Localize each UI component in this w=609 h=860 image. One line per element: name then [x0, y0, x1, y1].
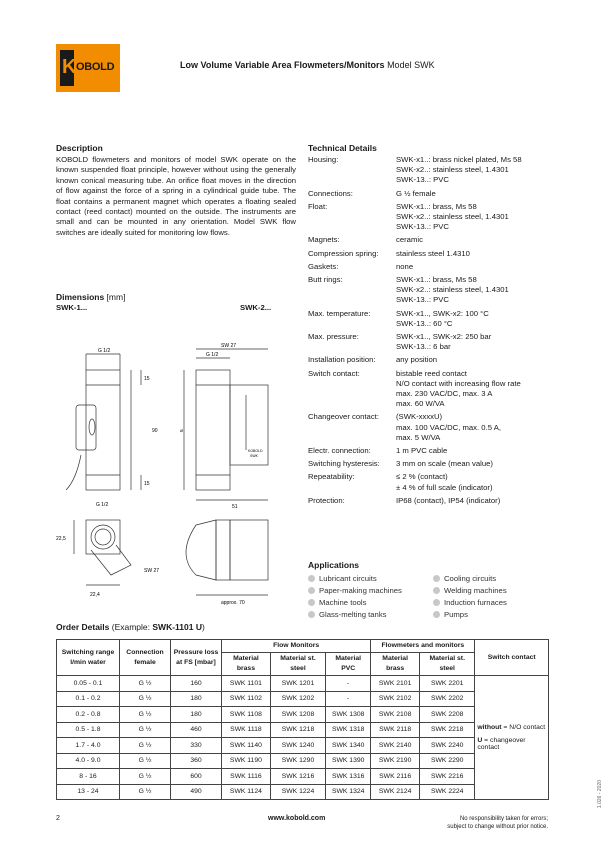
cell-pressure: 460	[171, 722, 222, 738]
tech-value: SWK-x1.., SWK-x2: 250 bar	[396, 332, 492, 342]
tech-value: IP68 (contact), IP54 (indicator)	[396, 495, 501, 505]
dimensions-heading	[56, 292, 125, 302]
col-steel2: Material st. steel	[420, 653, 475, 676]
cell-steel2: SWK 2216	[420, 769, 475, 785]
tech-row	[308, 202, 568, 233]
tech-values	[396, 369, 521, 410]
cell-steel: SWK 1224	[270, 784, 325, 800]
tech-value: none	[396, 261, 414, 271]
tech-value: SWK-13..: PVC	[396, 175, 449, 185]
tech-row	[308, 235, 568, 245]
tech-row	[308, 446, 568, 456]
cell-steel2: SWK 2218	[420, 722, 475, 738]
cell-range: 4.0 - 9.0	[57, 753, 120, 769]
application-label: Paper-making machines	[319, 586, 402, 595]
cell-steel: SWK 1216	[270, 769, 325, 785]
tech-value: max. 100 VAC/DC, max. 0.5 A,	[396, 422, 501, 432]
footer-disclaimer	[430, 815, 548, 831]
cell-steel: SWK 1208	[270, 707, 325, 723]
application-label: Lubricant circuits	[319, 574, 377, 583]
dim-g12-top: G 1/2	[98, 348, 111, 354]
tech-label: Housing:	[308, 155, 339, 164]
cell-pvc: SWK 1318	[326, 722, 371, 738]
cell-brass: SWK 1102	[222, 691, 271, 707]
cell-brass: SWK 1118	[222, 722, 271, 738]
tech-values	[396, 155, 522, 186]
title-model: Model SWK	[384, 60, 435, 70]
switch-without: without	[477, 724, 502, 731]
tech-value: SWK-x1..: brass, Ms 58	[396, 201, 477, 211]
tech-values	[396, 332, 491, 352]
applications	[308, 560, 568, 619]
dimensions-title: Dimensions	[56, 292, 105, 302]
col-brass2: Material brass	[371, 653, 420, 676]
tech-value: SWK-13..: PVC	[396, 295, 449, 305]
page-title	[180, 60, 560, 70]
col-connection: Connection female	[120, 640, 171, 676]
tech-value: bistable reed contact	[396, 368, 467, 378]
cell-brass2: SWK 2124	[371, 784, 420, 800]
application-label: Glass-melting tanks	[319, 610, 387, 619]
tech-values	[396, 446, 447, 456]
cell-pvc: SWK 1340	[326, 738, 371, 754]
application-label: Induction furnaces	[444, 598, 507, 607]
cell-brass: SWK 1190	[222, 753, 271, 769]
tech-row	[308, 189, 568, 199]
col-switch-contact: Switch contact	[475, 640, 549, 676]
cell-conn: G ½	[120, 753, 171, 769]
tech-values	[396, 309, 489, 329]
bullet-icon	[433, 599, 440, 606]
order-example-prefix: (Example:	[109, 622, 153, 632]
dim-15-top: 15	[144, 376, 150, 382]
tech-value: 1 m PVC cable	[396, 446, 448, 456]
table-row	[57, 707, 549, 723]
tech-row	[308, 155, 568, 186]
tech-value: any position	[396, 355, 438, 365]
tech-label: Magnets:	[308, 235, 340, 245]
application-item	[308, 610, 433, 619]
cell-conn: G ½	[120, 707, 171, 723]
col-range: Switching range l/min water	[57, 640, 120, 676]
tech-row	[308, 332, 568, 352]
cell-brass: SWK 1101	[222, 676, 271, 692]
tech-details	[308, 155, 568, 509]
cell-steel: SWK 1290	[270, 753, 325, 769]
cell-pressure: 160	[171, 676, 222, 692]
application-item	[433, 610, 558, 619]
dim-51: 51	[232, 504, 238, 510]
logo-k-mark	[60, 50, 74, 86]
tech-value: ≤ 2 % (contact)	[396, 472, 448, 482]
table-row	[57, 769, 549, 785]
cell-range: 1.7 - 4.0	[57, 738, 120, 754]
tech-value: SWK-x1.., SWK-x2: 100 °C	[396, 308, 489, 318]
bullet-icon	[433, 575, 440, 582]
order-table	[56, 639, 549, 800]
bullet-icon	[433, 587, 440, 594]
cell-brass: SWK 1116	[222, 769, 271, 785]
cell-pvc: SWK 1308	[326, 707, 371, 723]
tech-value: 3 mm on scale (mean value)	[396, 459, 493, 469]
tech-label: Switch contact:	[308, 368, 360, 378]
application-item	[433, 598, 558, 607]
dim-label-swk1: SWK-1...	[56, 303, 88, 312]
tech-values	[396, 496, 500, 506]
table-row	[57, 691, 549, 707]
table-row	[57, 738, 549, 754]
cell-conn: G ½	[120, 676, 171, 692]
bullet-icon	[433, 611, 440, 618]
tech-label: Connections:	[308, 188, 353, 198]
tech-label: Changeover contact:	[308, 412, 379, 422]
table-row	[57, 784, 549, 800]
cell-pvc: SWK 1390	[326, 753, 371, 769]
tech-values	[396, 355, 437, 365]
tech-value: (SWK-xxxxU)	[396, 412, 443, 422]
cell-brass2: SWK 2102	[371, 691, 420, 707]
order-title: Order Details	[56, 622, 110, 632]
tech-value: ± 4 % of full scale (indicator)	[396, 482, 493, 492]
application-item	[308, 574, 433, 583]
cell-range: 0.05 - 0.1	[57, 676, 120, 692]
cell-pvc: -	[326, 676, 371, 692]
dimensions-unit: [mm]	[104, 292, 126, 302]
tech-label: Switching hysteresis:	[308, 459, 380, 469]
tech-values	[396, 459, 493, 469]
cell-brass2: SWK 2101	[371, 676, 420, 692]
col-pressure: Pressure loss at FS [mbar]	[171, 640, 222, 676]
cell-steel2: SWK 2240	[420, 738, 475, 754]
cell-steel: SWK 1201	[270, 676, 325, 692]
cell-pressure: 180	[171, 691, 222, 707]
tech-row	[308, 355, 568, 365]
tech-value: SWK-x1..: brass, Ms 58	[396, 275, 477, 285]
col-flowmeters: Flowmeters and monitors	[371, 640, 475, 653]
dim-22-5: 22,5	[56, 536, 66, 542]
order-heading	[56, 622, 205, 632]
tech-row	[308, 472, 568, 492]
scale-swk-label: SWK	[250, 454, 258, 458]
application-item	[433, 574, 558, 583]
tech-row	[308, 249, 568, 259]
table-row	[57, 753, 549, 769]
tech-value: SWK-x1..: brass nickel plated, Ms 58	[396, 155, 522, 164]
tech-value: N/O contact with increasing flow rate	[396, 378, 521, 388]
switch-contact-cell	[475, 676, 549, 800]
tech-label: Gaskets:	[308, 261, 339, 271]
application-item	[308, 598, 433, 607]
tech-label: Float:	[308, 201, 328, 211]
tech-label: Repeatability:	[308, 472, 355, 482]
tech-label: Electr. connection:	[308, 446, 371, 456]
tech-row	[308, 262, 568, 272]
application-label: Machine tools	[319, 598, 367, 607]
dim-label-swk2: SWK-2...	[240, 303, 272, 312]
cell-conn: G ½	[120, 722, 171, 738]
dim-sw27-left: SW 27	[144, 568, 160, 574]
table-row	[57, 676, 549, 692]
application-label: Cooling circuits	[444, 574, 497, 583]
col-brass: Material brass	[222, 653, 271, 676]
dimension-drawings	[56, 340, 286, 615]
bullet-icon	[308, 575, 315, 582]
kobold-logo	[56, 44, 120, 92]
cell-pvc: SWK 1316	[326, 769, 371, 785]
dim-g12-bottom: G 1/2	[96, 502, 109, 508]
cell-steel2: SWK 2201	[420, 676, 475, 692]
tech-values	[396, 235, 423, 245]
cell-range: 0.5 - 1.8	[57, 722, 120, 738]
tech-value: G ½ female	[396, 188, 436, 198]
col-steel: Material st. steel	[270, 653, 325, 676]
tech-row	[308, 412, 568, 443]
cell-conn: G ½	[120, 784, 171, 800]
cell-steel: SWK 1202	[270, 691, 325, 707]
tech-row	[308, 275, 568, 306]
cell-steel: SWK 1240	[270, 738, 325, 754]
dim-g12-right: G 1/2	[206, 352, 219, 358]
cell-range: 8 - 16	[57, 769, 120, 785]
cell-steel2: SWK 2202	[420, 691, 475, 707]
switch-changeover: changeover contact	[477, 737, 526, 751]
cell-conn: G ½	[120, 738, 171, 754]
dim-c-mark: ⌀	[180, 428, 184, 434]
description-heading: Description	[56, 143, 103, 153]
cell-steel: SWK 1218	[270, 722, 325, 738]
tech-values	[396, 275, 509, 306]
tech-value: SWK-13..: 6 bar	[396, 342, 451, 352]
tech-value: SWK-x2..: stainless steel, 1.4301	[396, 212, 509, 222]
switch-dash-1: =	[501, 724, 510, 731]
cell-range: 0.2 - 0.8	[57, 707, 120, 723]
dim-sw27-top: SW 27	[221, 343, 237, 349]
tech-heading: Technical Details	[308, 143, 377, 153]
cell-pressure: 330	[171, 738, 222, 754]
tech-value: ceramic	[396, 235, 423, 245]
tech-value: max. 5 W/VA	[396, 432, 441, 442]
tech-values	[396, 202, 509, 233]
switch-no-contact: N/O contact	[509, 724, 546, 731]
title-main: Low Volume Variable Area Flowmeters/Monitors	[180, 60, 385, 70]
application-item	[433, 586, 558, 595]
cell-pressure: 490	[171, 784, 222, 800]
dim-15-bottom: 15	[144, 481, 150, 487]
tech-label: Protection:	[308, 495, 345, 505]
cell-conn: G ½	[120, 691, 171, 707]
dim-approx-70: approx. 70	[221, 600, 245, 606]
cell-brass: SWK 1124	[222, 784, 271, 800]
order-example-code: SWK-1101 U	[152, 622, 202, 632]
tech-label: Installation position:	[308, 355, 376, 365]
cell-pressure: 600	[171, 769, 222, 785]
table-row	[57, 722, 549, 738]
tech-row	[308, 496, 568, 506]
dim-22-4: 22,4	[90, 592, 100, 598]
logo-text: OBOLD	[76, 61, 115, 73]
scale-kobold-label: KOBOLD	[248, 449, 263, 453]
tech-values	[396, 249, 470, 259]
dim-90: 90	[152, 428, 158, 434]
bullet-icon	[308, 611, 315, 618]
applications-heading: Applications	[308, 560, 360, 570]
switch-dash-2: =	[482, 737, 491, 744]
cell-pvc: -	[326, 691, 371, 707]
tech-label: Butt rings:	[308, 275, 343, 285]
tech-values	[396, 262, 413, 272]
tech-label: Max. pressure:	[308, 332, 359, 342]
document-code: 1.026 - 2020	[597, 780, 603, 809]
application-item	[308, 586, 433, 595]
tech-value: stainless steel 1.4310	[396, 248, 470, 258]
cell-brass2: SWK 2108	[371, 707, 420, 723]
tech-label: Max. temperature:	[308, 308, 371, 318]
switch-u: U	[477, 737, 483, 744]
bullet-icon	[308, 599, 315, 606]
application-label: Welding machines	[444, 586, 507, 595]
cell-conn: G ½	[120, 769, 171, 785]
disclaimer-line-1: No responsibility taken for errors;	[459, 816, 548, 822]
tech-value: SWK-x2..: stainless steel, 1.4301	[396, 165, 509, 175]
tech-row	[308, 309, 568, 329]
col-flow-monitors: Flow Monitors	[222, 640, 371, 653]
tech-row	[308, 369, 568, 410]
tech-value: SWK-13..: 60 °C	[396, 318, 453, 328]
application-label: Pumps	[444, 610, 468, 619]
cell-brass2: SWK 2140	[371, 738, 420, 754]
cell-steel2: SWK 2224	[420, 784, 475, 800]
cell-steel2: SWK 2290	[420, 753, 475, 769]
cell-range: 0.1 - 0.2	[57, 691, 120, 707]
tech-value: max. 230 VAC/DC, max. 3 A	[396, 389, 493, 399]
tech-values	[396, 472, 493, 492]
cell-pressure: 180	[171, 707, 222, 723]
page-number: 2	[56, 815, 60, 822]
bullet-icon	[308, 587, 315, 594]
order-example-suffix: )	[202, 622, 205, 632]
disclaimer-line-2: subject to change without prior notice.	[447, 824, 548, 830]
col-pvc: Material PVC	[326, 653, 371, 676]
tech-value: SWK-13..: PVC	[396, 222, 449, 232]
applications-list	[308, 574, 568, 619]
cell-pressure: 360	[171, 753, 222, 769]
tech-value: max. 60 W/VA	[396, 399, 445, 409]
cell-brass2: SWK 2118	[371, 722, 420, 738]
cell-pvc: SWK 1324	[326, 784, 371, 800]
description-body: KOBOLD flowmeters and monitors of model SWK operate on the known suspended float principle, however without using the generally known conical measuring tube. An orifice float moves in the direction of flow against the force of a spring in a cylindrical guide tube. The float contains a permanent magnet which operates a floating sealed contact (reed contact) mounted on the outside. The instruments are small and can be mounted in any orientation. Model SWK flow switches are ideally suited for monitoring low flows.	[56, 155, 296, 237]
cell-brass2: SWK 2190	[371, 753, 420, 769]
tech-row	[308, 459, 568, 469]
footer-url: www.kobold.com	[268, 815, 326, 822]
cell-brass2: SWK 2116	[371, 769, 420, 785]
tech-values	[396, 412, 501, 443]
cell-steel2: SWK 2208	[420, 707, 475, 723]
cell-brass: SWK 1140	[222, 738, 271, 754]
tech-value: SWK-x2..: stainless steel, 1.4301	[396, 285, 509, 295]
cell-brass: SWK 1108	[222, 707, 271, 723]
cell-range: 13 - 24	[57, 784, 120, 800]
tech-label: Compression spring:	[308, 248, 379, 258]
tech-values	[396, 189, 436, 199]
